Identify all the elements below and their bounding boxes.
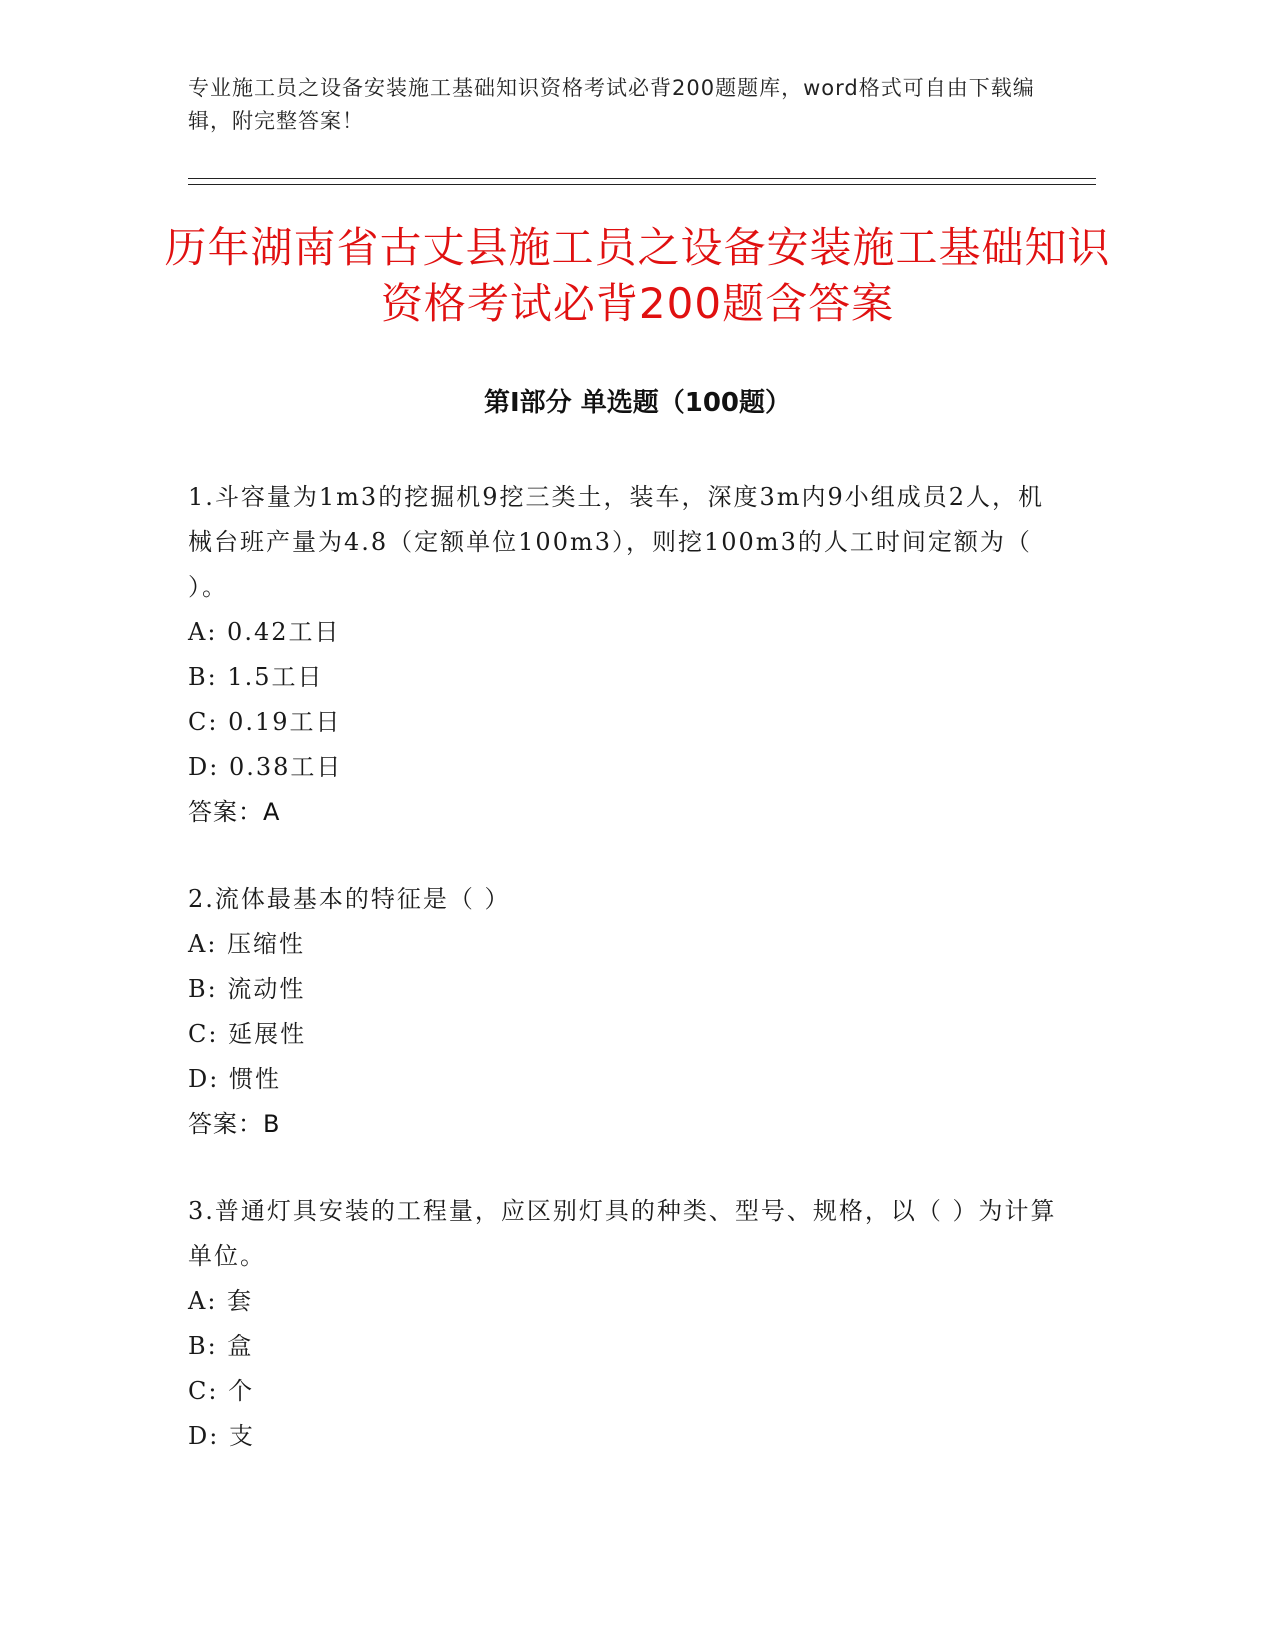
document-title: 历年湖南省古丈县施工员之设备安装施工基础知识资格考试必背200题含答案 [164, 223, 1111, 328]
question-stem: 1.斗容量为1m3的挖掘机9挖三类土，装车，深度3m内9小组成员2人，机械台班产量为4.8（定额单位100m3），则挖100m3的人工时间定额为（ ）。 [188, 483, 1045, 601]
option-d: D: 0.38工日 [188, 753, 343, 781]
question-3 [188, 1189, 1068, 1459]
option-c: C: 个 [188, 1377, 255, 1405]
option-b: B: 1.5工日 [188, 663, 324, 691]
question-1 [188, 475, 1068, 835]
answer-label: 答案：B [188, 1110, 281, 1138]
header-divider-secondary [188, 184, 1096, 185]
option-d: D: 支 [188, 1422, 255, 1450]
option-c: C: 延展性 [188, 1020, 307, 1048]
question-list [188, 475, 1068, 1501]
question-2 [188, 877, 1068, 1147]
question-stem: 3.普通灯具安装的工程量，应区别灯具的种类、型号、规格，以（ ）为计算单位。 [188, 1197, 1057, 1270]
section-title: 第Ⅰ部分 单选题（100题） [484, 388, 791, 418]
option-a: A: 0.42工日 [188, 618, 341, 646]
option-b: B: 流动性 [188, 975, 306, 1003]
option-a: A: 压缩性 [188, 930, 306, 958]
header-note: 专业施工员之设备安装施工基础知识资格考试必背200题题库，word格式可自由下载编辑，附完整答案！ [188, 76, 1035, 133]
answer-label: 答案：A [188, 798, 281, 826]
option-c: C: 0.19工日 [188, 708, 342, 736]
option-b: B: 盒 [188, 1332, 254, 1360]
option-d: D: 惯性 [188, 1065, 281, 1093]
option-a: A: 套 [188, 1287, 254, 1315]
header-divider [188, 178, 1096, 179]
question-stem: 2.流体最基本的特征是（ ） [188, 885, 511, 913]
